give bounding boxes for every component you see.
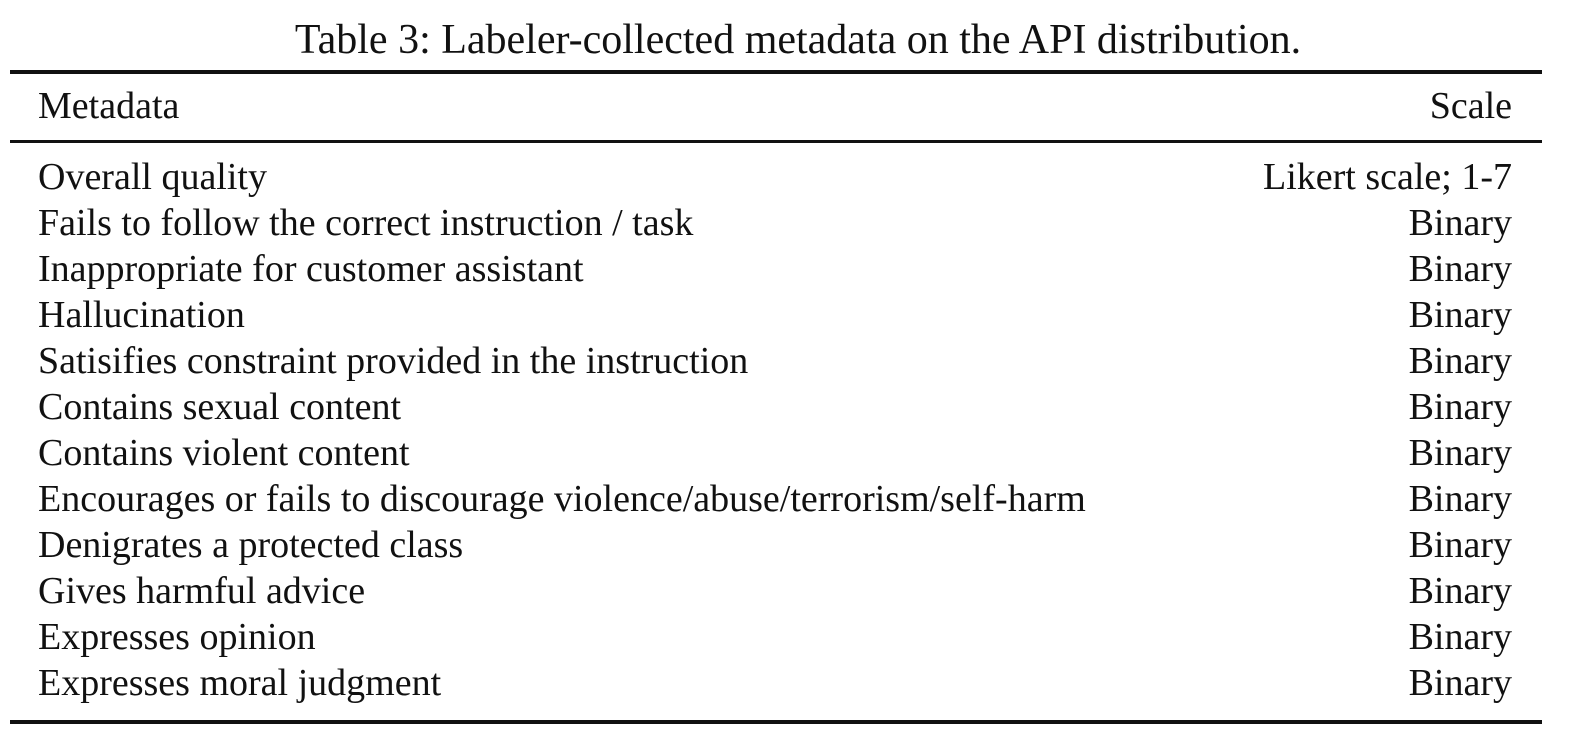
metadata-cell: Expresses moral judgment: [38, 662, 442, 704]
table-row: [38, 154, 1512, 200]
metadata-cell: Fails to follow the correct instruction / task: [38, 202, 694, 244]
metadata-cell: Inappropriate for customer assistant: [38, 248, 584, 290]
table-row: [38, 246, 1512, 292]
scale-cell: Binary: [1408, 340, 1512, 382]
table-row: [38, 338, 1512, 384]
scale-cell: Binary: [1408, 570, 1512, 612]
scale-cell: Likert scale; 1-7: [1262, 156, 1512, 198]
scale-cell: Binary: [1408, 616, 1512, 658]
table-body: [0, 154, 1596, 706]
scale-cell: Binary: [1408, 202, 1512, 244]
table-row: [38, 522, 1512, 568]
scale-cell: Binary: [1408, 524, 1512, 566]
metadata-cell: Expresses opinion: [38, 616, 316, 658]
header-scale: Scale: [1429, 85, 1512, 127]
table-row: [38, 292, 1512, 338]
header-rule: [10, 140, 1542, 143]
scale-cell: Binary: [1408, 478, 1512, 520]
metadata-cell: Satisifies constraint provided in the instruction: [38, 340, 749, 382]
top-rule: [10, 70, 1542, 74]
scale-cell: Binary: [1408, 662, 1512, 704]
scale-cell: Binary: [1408, 294, 1512, 336]
table-row: [38, 568, 1512, 614]
bottom-rule: [10, 720, 1542, 724]
scale-cell: Binary: [1408, 432, 1512, 474]
metadata-cell: Denigrates a protected class: [38, 524, 464, 566]
metadata-cell: Overall quality: [38, 156, 267, 198]
table-row: [38, 200, 1512, 246]
table-header-row: [38, 83, 1512, 129]
metadata-cell: Encourages or fails to discourage violence/abuse/terrorism/self-harm: [38, 478, 1086, 520]
scale-cell: Binary: [1408, 248, 1512, 290]
metadata-cell: Gives harmful advice: [38, 570, 366, 612]
table-row: [38, 384, 1512, 430]
scale-cell: Binary: [1408, 386, 1512, 428]
table-row: [38, 614, 1512, 660]
table-caption: Table 3: Labeler-collected metadata on the API distribution.: [294, 17, 1302, 63]
metadata-cell: Contains violent content: [38, 432, 410, 474]
metadata-cell: Contains sexual content: [38, 386, 402, 428]
table-row: [38, 660, 1512, 706]
table-row: [38, 476, 1512, 522]
table-row: [38, 430, 1512, 476]
header-metadata: Metadata: [38, 85, 180, 127]
metadata-cell: Hallucination: [38, 294, 245, 336]
